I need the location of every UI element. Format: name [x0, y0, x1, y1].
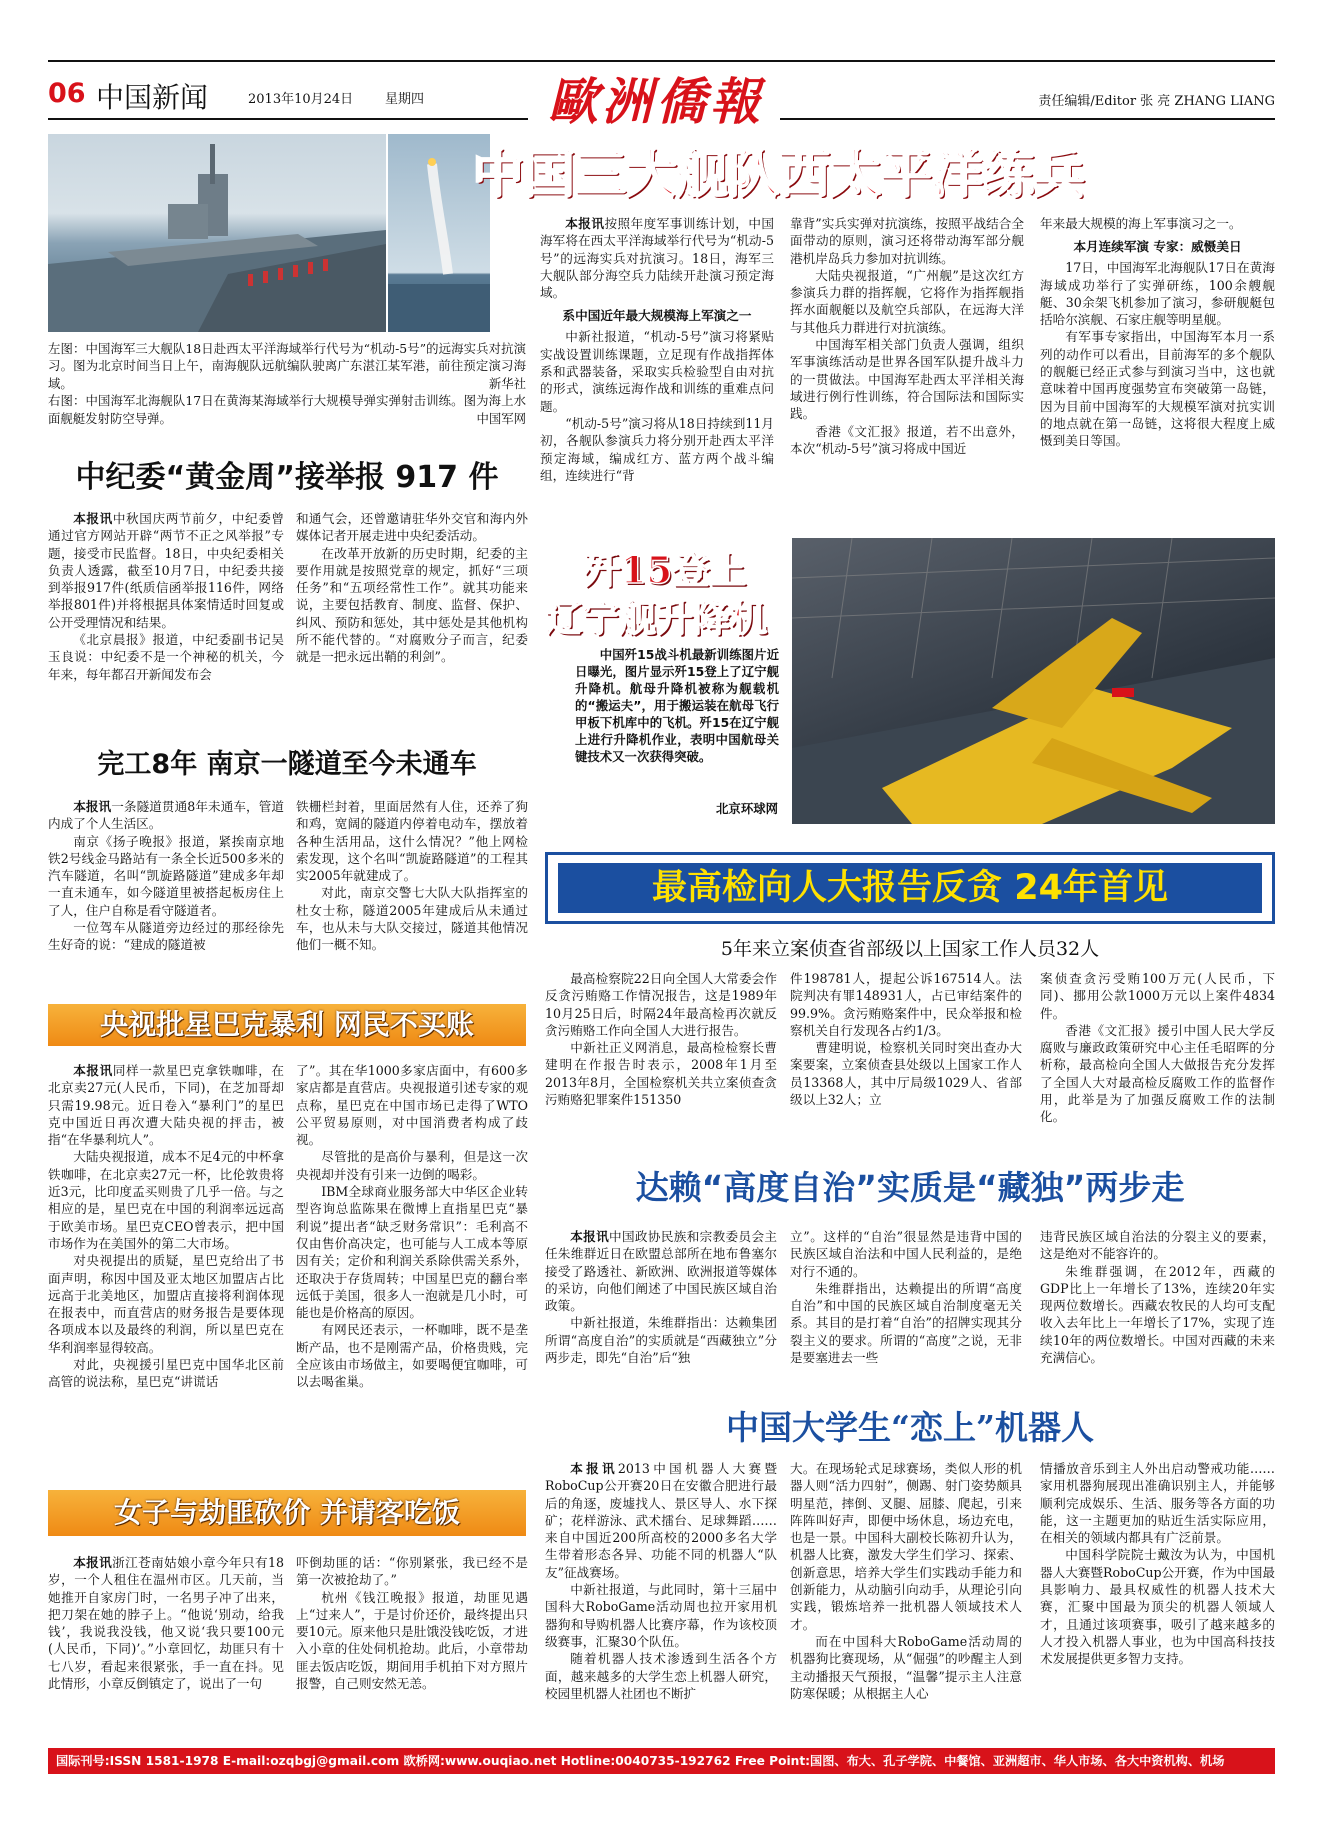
starbucks-col2-p3: IBM全球商业服务部大中华区企业转型咨询总监陈果在微博上直指星巴克“暴利说”提出者“缺乏财务常识”：毛利高不仅由售价高决定，也可能与人工成本等原因有关；定价和利润关系除供需关系外，还取决于存货周转；中国星巴克的翻台率远低于美国，很多人一泡就是几小时，可能也是价格高的原因。 — [296, 1184, 528, 1321]
robots-col2-p1: 大。在现场轮式足球赛场，类似人形的机器人则“活力四射”，侧踢、射门姿势颇具明星范，摔倒、叉腿、屈膝、爬起，引来阵阵叫好声，即便中场休息，场边充电，也是一景。中国科大副校长陈初升认为，机器人比赛，激发大学生们学习、探索、创新意思，培养大学生们实践动手能力和创新能力，从动脑引向动手，从理论引向实践，锻炼培养一批机器人领域技术人才。 — [790, 1461, 1022, 1632]
procuratorate-banner — [545, 852, 1275, 924]
fighter-jet-illustration — [792, 538, 1275, 824]
starbucks-col1-p3: 对央视提出的质疑，星巴克给出了书面声明，称因中国及亚太地区加盟店占比远高于北美地区，加盟店直接将利润体现在报表中，而直营店的财务报告是要体现各项成本以及最终的利润，所以星巴克在华利润率显得较高。 — [48, 1253, 284, 1355]
robots-col1-p3: 随着机器人技术渗透到生活各个方面，越来越多的大学生恋上机器人研究，校园里机器人社团也不断扩 — [545, 1651, 777, 1701]
kidnap-col1-p1: 浙江苍南姑娘小章今年只有18岁，一个人租住在温州市区。几天前，当她推开自家房门时，一名男子冲了出来，把刀架在她的脖子上。“他说‘别动，给我钱’，我说我没钱，他又说‘我只要100元(人民币，下同)’。”小章回忆，劫匪只有十七八岁，看起来很紧张，手一直在抖。见此情形，小章反倒镇定了，说出了一句 — [48, 1555, 285, 1692]
robots-col1-p2: 中新社报道，与此同时，第十三届中国科大RoboGame活动周也拉开家用机器狗和导购机器人比赛序幕，作为该校顶级赛事，汇聚30个队伍。 — [545, 1582, 777, 1649]
procuratorate-col1-p1: 最高检察院22日向全国人大常委会作反贪污贿赂工作情况报告，这是1989年10月25日后，时隔24年最高检再次就反贪污贿赂工作向全国人大进行报告。 — [545, 971, 777, 1038]
kidnap-column-1 — [48, 1554, 284, 1692]
tunnel-col1-p3: 一位驾车从隧道旁边经过的那经徐先生好奇的说：“建成的隧道被 — [48, 920, 284, 953]
starbucks-col1-p1: 同样一款星巴克拿铁咖啡，在北京卖27元(人民币，下同)，在芝加哥却只需19.98元。近日卷入“暴利门”的星巴克中国近日再次遭大陆央视的抨击，被指“在华暴利坑人”。 — [48, 1063, 285, 1148]
dalai-col3-p2: 朱维群强调，在2012年，西藏的GDP比上一年增长了13%，连续20年实现两位数增长。西藏农牧民的人均可支配收入去年比上一年增长了17%，实现了连续10年的两位数增长。中国对西藏的未来充满信心。 — [1040, 1263, 1275, 1366]
credit-left: 新华社 — [488, 375, 526, 391]
tunnel-column-2 — [296, 798, 528, 954]
lead-column-2 — [790, 215, 1024, 457]
robots-byline: 本报讯 — [570, 1461, 618, 1476]
ccdi-col2-p1: 和通气会，还曾邀请驻华外交官和海内外媒体记者开展走进中央纪委活动。 — [296, 511, 528, 544]
kidnap-byline: 本报讯 — [73, 1555, 113, 1570]
ccdi-headline: 中纪委“黄金周”接举报 917 件 — [75, 460, 499, 495]
starbucks-col2-p4: 有网民还表示，一杯咖啡，既不是垄断产品，也不是刚需产品，价格贵贱，完全应该由市场做主，如要喝便宜咖啡，可以去喝雀巢。 — [296, 1322, 528, 1390]
procuratorate-col3-p2: 香港《文汇报》援引中国人民大学反腐败与廉政政策研究中心主任毛昭晖的分析称，最高检向全国人大做报告充分发挥了全国人大对最高检反腐败工作的监督作用，此举是为了加强反腐败工作的法制化。 — [1040, 1022, 1275, 1125]
starbucks-col1-p4: 对此，央视援引星巴克中国华北区前高管的说法称，星巴克“讲谎话 — [48, 1357, 284, 1390]
j15-credit: 北京环球网 — [716, 801, 778, 816]
lead-col3-p3: 有军事专家指出，中国海军本月一系列的动作可以看出，目前海军的多个舰队的舰艇已经正式参与到演习当中，这也就意味着中国再度强势宣布突破第一岛链，因为目前中国海军的大规模军演对抗实训的地点就在第一岛链，这将很大程度上威慑到美日等国。 — [1040, 329, 1275, 449]
lead-col2-p2: 大陆央视报道，“广州舰”是这次红方参演兵力群的指挥舰，它将作为指挥舰指挥水面舰艇以及航空兵部队，在远海大洋与其他兵力群进行对抗演练。 — [790, 267, 1024, 335]
tunnel-column-1 — [48, 798, 284, 954]
credit-right: 中国军网 — [476, 410, 526, 426]
procuratorate-col2-p2: 曹建明说，检察机关同时突出查办大案要案，立案侦查县处级以上国家工作人员13368人，其中厅局级1029人、省部级以上32人；立 — [790, 1040, 1022, 1108]
masthead-logo: 歐洲僑報 — [548, 72, 764, 131]
ccdi-col1-p1: 中秋国庆两节前夕，中纪委曾通过官方网站开辟“两节不正之风举报”专题，接受市民监督。18日，中央纪委相关负责人透露，截至10月7日，中纪委共接到举报917件(纸质信函举报116件，网络举报801件)并将根据具体案情适时回复或公开受理情况和结果。 — [48, 511, 285, 630]
caption-left: 左图：中国海军三大舰队18日赴西太平洋海域举行代号为“机动-5号”的远海实兵对抗演习。图为北京时间当日上午，南海舰队远航编队驶离广东湛江某军港，前往预定演习海域。 — [48, 341, 526, 391]
lead-col1-p1: 按照年度军事训练计划，中国海军将在西太平洋海域举行代号为“机动-5号”的远海实兵对抗演习。18日，海军三大舰队部分海空兵力陆续开赴演习预定海域。 — [540, 216, 775, 301]
robots-col3-p1: 情播放音乐到主人外出启动警戒功能……家用机器狗展现出准确识别主人，并能够顺利完成娱乐、生活、服务等各方面的功能，这一主题更加的贴近生活实际应用，在相关的领域内都具有广泛前景。 — [1040, 1461, 1275, 1546]
starbucks-col1-p2: 大陆央视报道，成本不足4元的中杯拿铁咖啡，在北京卖27元一杯，比伦敦贵将近3元，比印度孟买则贵了几乎一倍。与之相应的是，星巴克在中国的利润率远远高于欧美市场。星巴克CEO曾表示，把中国市场作为在美国外的第二大市场。 — [48, 1149, 284, 1251]
dalai-col1-p1: 中国政协民族和宗教委员会主任朱维群近日在欧盟总部所在地布鲁塞尔接受了路透社、新欧洲、欧洲报道等媒体的采访，向他们阐述了中国民族区域自治政策。 — [545, 1229, 778, 1314]
tunnel-col2-p2: 对此，南京交警七大队大队指挥室的杜女士称，隧道2005年建成后从未通过车，也从未与大队交接过，隧道其他情况他们一概不知。 — [296, 885, 528, 953]
procuratorate-column-2 — [790, 970, 1022, 1108]
procuratorate-column-3 — [1040, 970, 1275, 1126]
section-title: 中国新闻 — [96, 81, 209, 114]
starbucks-col2-p2: 尽管批的是高价与暴利，但是这一次央视却并没有引来一边倒的喝彩。 — [296, 1149, 528, 1182]
dalai-column-1 — [545, 1228, 777, 1366]
kidnap-col2-p1: 吓倒劫匪的话：“你别紧张，我已经不是第一次被抢劫了。” — [296, 1555, 528, 1588]
lead-col2-p1: 靠背”实兵实弹对抗演练，按照平战结合全面带动的原则，演习还将带动海军部分舰港机岸岛兵力参加对抗训练。 — [790, 216, 1024, 266]
lead-headline: 中国三大舰队西太平洋练兵 — [472, 145, 1085, 205]
dalai-col3-p1: 违背民族区域自治法的分裂主义的要素，这是绝对不能容许的。 — [1040, 1229, 1275, 1262]
footer-bar — [48, 1748, 1275, 1774]
lead-col2-p4: 香港《文汇报》报道，若不出意外，本次“机动-5号”演习将成中国近 — [790, 423, 1024, 456]
procuratorate-headline: 最高检向人大报告反贪 24年首见 — [558, 863, 1262, 913]
kidnap-column-2 — [296, 1554, 528, 1692]
procuratorate-col1-p2: 中新社正义网消息，最高检检察长曹建明在作报告时表示，2008年1月至2013年8月，全国检察机关共立案侦查贪污贿赂犯罪案件151350 — [545, 1040, 777, 1108]
editor-credit: 责任编辑/Editor 张 亮 ZHANG LIANG — [1038, 94, 1275, 109]
caption-right: 右图：中国海军北海舰队17日在黄海某海域举行大规模导弹实弹射击训练。图为海上水面舰艇发射防空导弹。 — [48, 393, 526, 426]
lead-column-3 — [1040, 215, 1275, 450]
ccdi-col2-p2: 在改革开放新的历史时期，纪委的主要作用就是按照党章的规定，抓好“三项任务”和“五项经常性工作”。就其功能来说，主要包括教育、制度、监督、保护、纠风、预防和惩处，其中惩处是其他机构所不能代替的。“对腐败分子而言，纪委就是一把永远出鞘的利剑”。 — [296, 545, 528, 665]
j15-caption: 中国歼15战斗机最新训练图片近日曝光，图片显示歼15登上了辽宁舰升降机。航母升降机被称为舰载机的“搬运夫”，用于搬运装在航母飞行甲板下机库中的飞机。歼15在辽宁舰上进行升降机作业，表明中国航母关键技术又一次获得突破。 — [575, 647, 779, 764]
tunnel-headline: 完工8年 南京一隧道至今未通车 — [97, 749, 477, 780]
j15-headline-line1: 歼15登上 — [583, 548, 747, 592]
header-bottom-rule — [48, 118, 528, 120]
lead-col1-p2: 中新社报道，“机动-5号”演习将紧贴实战设置训练课题，立足现有作战指挥体系和武器装备，采取实兵检验型自由对抗的形式，演练远海作战和训练的重难点问题。 — [540, 329, 774, 414]
robots-column-2 — [790, 1460, 1022, 1702]
lead-col1-p3: “机动-5号”演习将从18日持续到11月初，各舰队参演兵力将分别开赴西太平洋预定海域，编成红方、蓝方两个战斗编组，连续进行“背 — [540, 415, 774, 483]
procuratorate-column-1 — [545, 970, 777, 1108]
ccdi-byline: 本报讯 — [73, 511, 113, 526]
lead-photo-captions — [48, 340, 526, 427]
lead-byline: 本报讯 — [565, 216, 605, 231]
kidnap-col2-p2: 杭州《钱江晚报》报道，劫匪见遇上“过来人”，于是讨价还价，最终提出只要10元。原来他只是肚饿没钱吃饭，才进入小章的住处伺机抢劫。此后，小章带劫匪去饭店吃饭，期间用手机拍下对方照片报警，自己则安然无恙。 — [296, 1589, 528, 1692]
procuratorate-subheadline: 5年来立案侦查省部级以上国家工作人员32人 — [720, 938, 1100, 960]
starbucks-headline: 央视批星巴克暴利 网民不买账 — [48, 1004, 526, 1046]
header-bottom-rule-right — [780, 118, 1275, 120]
lead-subhead-1: 系中国近年最大规模海上军演之一 — [562, 308, 752, 324]
footer-text: 国际刊号:ISSN 1581-1978 E-mail:ozqbgj@gmail.com 欧桥网:www.ouqiao.net Hotline:0040735-192762 Free Point:国图、布大、孔子学院、中餐馆、亚洲超市、华人市场、各大中资机构、机场 — [56, 1754, 1225, 1768]
dalai-column-2 — [790, 1228, 1022, 1366]
lead-subhead-2: 本月连续军演 专家：威慑美日 — [1073, 239, 1242, 255]
tunnel-col1-p2: 南京《扬子晚报》报道，紧挨南京地铁2号线金马路站有一条全长近500多米的汽车隧道，名叫“凯旋路隧道”建成多年却一直未通车，如今隧道里被搭起板房住上了人，住户自称是看守隧道者。 — [48, 833, 284, 918]
ccdi-col1-p2: 《北京晨报》报道，中纪委副书记吴玉良说：中纪委不是一个神秘的机关，今年来，每年都召开新闻发布会 — [48, 632, 284, 682]
starbucks-column-1 — [48, 1062, 284, 1391]
procuratorate-col3-p1: 案侦查贪污受贿100万元(人民币，下同)、挪用公款1000万元以上案件4834件。 — [1040, 971, 1275, 1021]
ccdi-column-2 — [296, 510, 528, 666]
ccdi-column-1 — [48, 510, 284, 683]
robots-col2-p2: 而在中国科大RoboGame活动周的机器狗比赛现场，从“倔强”的吵醒主人到主动播报天气预报，“温馨”提示主人注意防寒保暖；从根据主人心 — [790, 1633, 1022, 1701]
lead-column-1 — [540, 215, 774, 484]
dalai-column-3 — [1040, 1228, 1275, 1366]
issue-date: 2013年10月24日 — [248, 92, 354, 107]
starbucks-column-2 — [296, 1062, 528, 1391]
dalai-col2-p1: 立”。这样的“自治”很显然是违背中国的民族区域自治法和中国人民利益的，是绝对行不通的。 — [790, 1229, 1022, 1279]
lead-col2-p3: 中国海军相关部门负责人强调，组织军事演练活动是世界各国军队提升战斗力的一贯做法。中国海军赴西太平洋相关海域进行例行性训练，符合国际法和国际实践。 — [790, 337, 1024, 422]
page-number: 06 — [48, 78, 86, 109]
starbucks-col2-p1: 了”。其在华1000多家店面中，有600多家店都是直营店。央视报道引述专家的观点称，星巴克在中国市场已走得了WTO公平贸易原则，对中国消费者构成了歧视。 — [296, 1063, 528, 1148]
lead-col3-p2: 17日，中国海军北海舰队17日在黄海海域成功举行了实弹研练，100余艘舰艇、30余架飞机参加了演习，参研舰艇包括哈尔滨舰、石家庄舰等明星舰。 — [1040, 260, 1275, 328]
kidnap-headline: 女子与劫匪砍价 并请客吃饭 — [48, 1490, 526, 1536]
robots-col1-p1: 2013中国机器人大赛暨RoboCup公开赛20日在安徽合肥进行最后的角逐，废墟找人、景区导人、水下探矿；花样游泳、武术擂台、足球舞蹈……来自中国近200所高校的2000多名大学生带着形态各异、功能不同的机器人“队友”征战赛场。 — [545, 1461, 778, 1580]
tunnel-col2-p1: 铁栅栏封着，里面居然有人住，还养了狗和鸡，宽阔的隧道内停着电动车，摆放着各种生活用品，这什么情况？”他上网检索发现，这个名叫“凯旋路隧道”的工程其实2005年就建成了。 — [296, 799, 528, 884]
starbucks-byline: 本报讯 — [73, 1063, 113, 1078]
dalai-headline: 达赖“高度自治”实质是“藏独”两步走 — [635, 1168, 1185, 1207]
j15-photo — [792, 538, 1275, 824]
dalai-col1-p2: 中新社报道，朱维群指出：达赖集团所谓“高度自治”的实质就是“西藏独立”分两步走，即先“自治”后“独 — [545, 1315, 777, 1366]
lead-photo-left — [48, 134, 386, 332]
tunnel-col1-p1: 一条隧道贯通8年未通车，管道内成了个人生活区。 — [48, 799, 285, 832]
robots-column-1 — [545, 1460, 777, 1702]
robots-column-3 — [1040, 1460, 1275, 1668]
dalai-col2-p2: 朱维群指出，达赖提出的所谓“高度自治”和中国的民族区域自治制度毫无关系。其目的是打着“自治”的招牌实现其分裂主义的要求。所谓的“高度”之说，无非是要塞进去一些 — [790, 1280, 1022, 1366]
warship-illustration — [48, 134, 386, 332]
tunnel-byline: 本报讯 — [73, 799, 112, 814]
lead-col3-p1: 年来最大规模的海上军事演习之一。 — [1040, 216, 1242, 231]
j15-headline-line2: 辽宁舰升降机 — [545, 596, 767, 640]
robots-col3-p2: 中国科学院院士戴汝为认为，中国机器人大赛暨RoboCup公开赛，作为中国最具影响力、最具权威性的机器人技术大赛，汇聚中国最为顶尖的机器人领域人才，且通过该项赛事，吸引了越来越多的人才投入机器人事业，也为中国高科技技术发展提供更多智力支持。 — [1040, 1547, 1275, 1667]
robots-headline: 中国大学生“恋上”机器人 — [726, 1408, 1094, 1447]
dalai-byline: 本报讯 — [570, 1229, 610, 1244]
procuratorate-col2-p1: 件198781人，提起公诉167514人。法院判决有罪148931人，占已审结案件的99.9%。贪污贿赂案件中，民众举报和检察机关自行发现各占约1/3。 — [790, 971, 1022, 1038]
issue-weekday: 星期四 — [385, 92, 425, 107]
